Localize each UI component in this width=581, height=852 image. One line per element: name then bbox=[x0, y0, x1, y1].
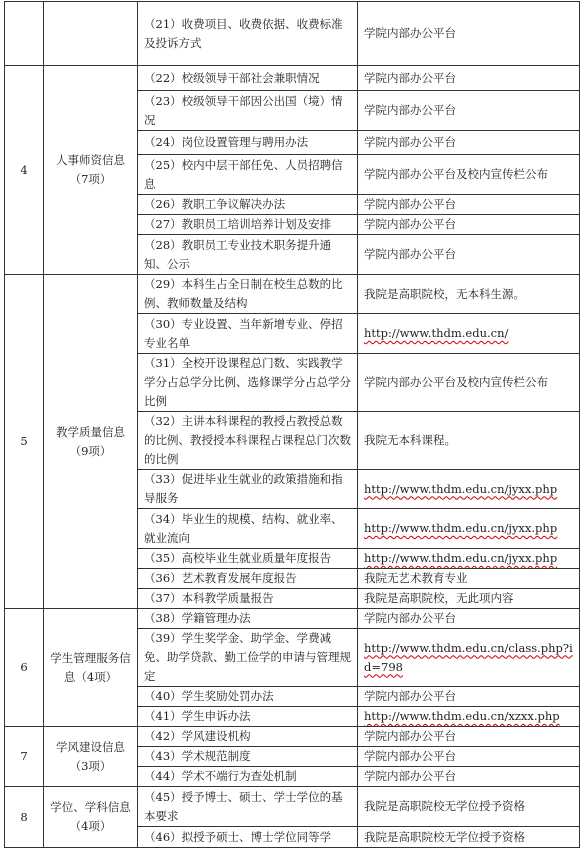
disclosure-item: （26）教职工争议解决办法 bbox=[138, 195, 358, 215]
disclosure-item: （38）学籍管理办法 bbox=[138, 609, 358, 629]
disclosure-source: 学院内部办公平台及校内宣传栏公布 bbox=[358, 354, 580, 412]
group-number-cell bbox=[5, 2, 44, 66]
disclosure-item: （37）本科教学质量报告 bbox=[138, 589, 358, 609]
disclosure-item: （42）学风建设机构 bbox=[138, 727, 358, 747]
group-category-cell bbox=[44, 275, 138, 609]
disclosure-source-cell bbox=[358, 509, 580, 549]
disclosure-item: （22）校级领导干部社会兼职情况 bbox=[138, 66, 358, 91]
disclosure-table bbox=[4, 1, 580, 848]
group-category-cell bbox=[44, 787, 138, 848]
disclosure-item: （46）拟授予硕士、博士学位同等学 bbox=[138, 827, 358, 848]
category-name: 学风建设信息 bbox=[56, 739, 125, 754]
table-row bbox=[5, 609, 580, 629]
group-number-cell: 6 bbox=[5, 609, 44, 727]
disclosure-source-cell bbox=[358, 629, 580, 687]
disclosure-source: 学院内部办公平台 bbox=[358, 609, 580, 629]
group-number-cell: 8 bbox=[5, 787, 44, 848]
table-row bbox=[5, 727, 580, 747]
disclosure-item: （27）教职员工培训培养计划及安排 bbox=[138, 215, 358, 235]
group-category-cell bbox=[44, 609, 138, 727]
category-name: 学位、学科信息（4项） bbox=[50, 800, 131, 833]
source-link[interactable]: http://www.thdm.edu.cn/ bbox=[364, 326, 509, 340]
disclosure-item: （39）学生奖学金、助学金、学费减免、助学贷款、勤工俭学的申请与管理规定 bbox=[138, 629, 358, 687]
disclosure-source: 学院内部办公平台 bbox=[358, 727, 580, 747]
disclosure-item: （28）教职员工专业技术职务提升通知、公示 bbox=[138, 235, 358, 275]
disclosure-source: 我院是高职院校，无此项内容 bbox=[358, 589, 580, 609]
disclosure-source: 学院内部办公平台 bbox=[358, 747, 580, 767]
source-link[interactable]: http://www.thdm.edu.cn/jyxx.php bbox=[364, 521, 558, 535]
source-link[interactable]: http://www.thdm.edu.cn/jyxx.php bbox=[364, 551, 558, 565]
disclosure-item: （29）本科生占全日制在校生总数的比例、教师数量及结构 bbox=[138, 275, 358, 314]
table-row bbox=[5, 275, 580, 314]
disclosure-source: 学院内部办公平台及校内宣传栏公布 bbox=[358, 155, 580, 195]
disclosure-source: 我院是高职院校无学位授予资格 bbox=[358, 827, 580, 848]
table-row bbox=[5, 2, 580, 66]
disclosure-source-cell bbox=[358, 707, 580, 727]
source-link[interactable]: http://www.thdm.edu.cn/xzxx.php bbox=[364, 709, 560, 723]
disclosure-source: 我院是高职院校无学位授予资格 bbox=[358, 787, 580, 827]
table-row bbox=[5, 66, 580, 91]
disclosure-source: 学院内部办公平台 bbox=[358, 131, 580, 155]
disclosure-item: （36）艺术教育发展年度报告 bbox=[138, 569, 358, 589]
disclosure-item: （44）学术不端行为查处机制 bbox=[138, 767, 358, 787]
disclosure-source-cell bbox=[358, 314, 580, 354]
category-count: （7项） bbox=[69, 172, 112, 186]
disclosure-source: 学院内部办公平台 bbox=[358, 91, 580, 131]
disclosure-source-cell bbox=[358, 470, 580, 509]
disclosure-source-cell bbox=[358, 549, 580, 569]
disclosure-item: （35）高校毕业生就业质量年度报告 bbox=[138, 549, 358, 569]
disclosure-item: （30）专业设置、当年新增专业、停招专业名单 bbox=[138, 314, 358, 354]
disclosure-item: （24）岗位设置管理与聘用办法 bbox=[138, 131, 358, 155]
disclosure-source: 学院内部办公平台 bbox=[358, 215, 580, 235]
group-number-cell: 5 bbox=[5, 275, 44, 609]
disclosure-source: 学院内部办公平台 bbox=[358, 687, 580, 707]
disclosure-source: 我院无本科课程。 bbox=[358, 412, 580, 470]
disclosure-item: （32）主讲本科课程的教授占教授总数的比例、教授授本科课程占课程总门次数的比例 bbox=[138, 412, 358, 470]
category-count: （9项） bbox=[69, 443, 112, 458]
group-category-cell bbox=[44, 727, 138, 787]
category-name: 学生管理服务信息（4项） bbox=[50, 650, 131, 684]
disclosure-source: 学院内部办公平台 bbox=[358, 195, 580, 215]
disclosure-item: （40）学生奖励处罚办法 bbox=[138, 687, 358, 707]
disclosure-item: （41）学生申诉办法 bbox=[138, 707, 358, 727]
category-count: （3项） bbox=[69, 758, 112, 773]
disclosure-item: （21）收费项目、收费依据、收费标准及投诉方式 bbox=[138, 2, 358, 66]
table-row bbox=[5, 787, 580, 827]
disclosure-item: （45）授予博士、硕士、学士学位的基本要求 bbox=[138, 787, 358, 827]
group-category-cell bbox=[44, 66, 138, 275]
source-link[interactable]: http://www.thdm.edu.cn/jyxx.php bbox=[364, 481, 558, 496]
disclosure-item: （34）毕业生的规模、结构、就业率、就业流向 bbox=[138, 509, 358, 549]
disclosure-table-body bbox=[5, 2, 580, 848]
disclosure-item: （43）学术规范制度 bbox=[138, 747, 358, 767]
group-number-cell: 4 bbox=[5, 66, 44, 275]
disclosure-source: 学院内部办公平台 bbox=[358, 235, 580, 275]
group-category-cell bbox=[44, 2, 138, 66]
group-number-cell: 7 bbox=[5, 727, 44, 787]
disclosure-source: 学院内部办公平台 bbox=[358, 767, 580, 787]
source-link[interactable]: http://www.thdm.edu.cn/class.php?id=798 bbox=[364, 640, 573, 674]
category-name: 人事师资信息 bbox=[56, 153, 125, 167]
category-name: 教学质量信息 bbox=[56, 424, 125, 439]
disclosure-source: 学院内部办公平台 bbox=[358, 2, 580, 66]
disclosure-source: 我院是高职院校，无本科生源。 bbox=[358, 275, 580, 314]
disclosure-item: （23）校级领导干部因公出国（境）情况 bbox=[138, 91, 358, 131]
disclosure-source: 学院内部办公平台 bbox=[358, 66, 580, 91]
disclosure-item: （33）促进毕业生就业的政策措施和指导服务 bbox=[138, 470, 358, 509]
disclosure-source: 我院无艺术教育专业 bbox=[358, 569, 580, 589]
disclosure-item: （31）全校开设课程总门数、实践教学学分占总学分比例、选修课学分占总学分比例 bbox=[138, 354, 358, 412]
disclosure-item: （25）校内中层干部任免、人员招聘信息 bbox=[138, 155, 358, 195]
